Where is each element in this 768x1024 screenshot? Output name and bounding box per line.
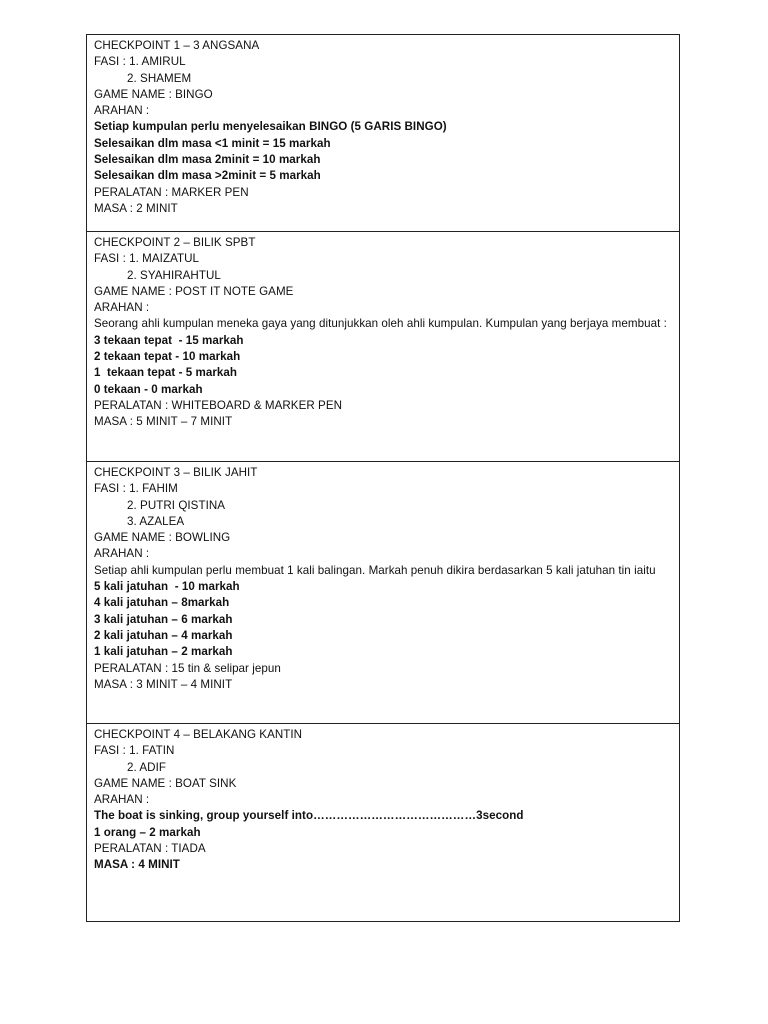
- scoring-line: Selesaikan dlm masa 2minit = 10 markah: [94, 153, 321, 167]
- scoring-line: 3 tekaan tepat - 15 markah: [94, 333, 244, 347]
- scoring-line: Selesaikan dlm masa <1 minit = 15 markah: [94, 136, 331, 150]
- facilitator-line: 3. AZALEA: [127, 514, 185, 528]
- checkpoint-4-cell: [87, 724, 679, 921]
- facilitator-line: FASI : 1. MAIZATUL: [94, 252, 200, 266]
- checkpoint-table: [86, 34, 680, 922]
- equipment-line: PERALATAN : TIADA: [94, 842, 206, 856]
- instruction-label: ARAHAN :: [94, 547, 150, 561]
- facilitator-line: FASI : 1. FAHIM: [94, 482, 178, 496]
- duration-line: MASA : 5 MINIT – 7 MINIT: [94, 415, 233, 429]
- facilitator-line: 2. SYAHIRAHTUL: [127, 268, 221, 282]
- checkpoint-2-cell: [87, 232, 679, 462]
- scoring-line: Selesaikan dlm masa >2minit = 5 markah: [94, 169, 321, 183]
- equipment-line: PERALATAN : MARKER PEN: [94, 185, 249, 199]
- facilitator-line: 2. PUTRI QISTINA: [127, 498, 226, 512]
- scoring-line: 1 orang – 2 markah: [94, 825, 201, 839]
- checkpoint-title: CHECKPOINT 4 – BELAKANG KANTIN: [94, 728, 303, 741]
- duration-line: MASA : 3 MINIT – 4 MINIT: [94, 677, 233, 691]
- instruction-label: ARAHAN :: [94, 104, 150, 118]
- game-name: GAME NAME : BINGO: [94, 87, 213, 101]
- instruction-text: Setiap ahli kumpulan perlu membuat 1 kali balingan. Markah penuh dikira berdasarkan 5 kali jatuhan tin iaitu: [94, 563, 656, 577]
- facilitator-line: 2. ADIF: [127, 760, 167, 774]
- equipment-line: PERALATAN : WHITEBOARD & MARKER PEN: [94, 398, 343, 412]
- game-name: GAME NAME : BOWLING: [94, 531, 231, 545]
- instruction-text: Setiap kumpulan perlu menyelesaikan BINGO (5 GARIS BINGO): [94, 120, 447, 134]
- scoring-line: 3 kali jatuhan – 6 markah: [94, 612, 233, 626]
- scoring-line: 1 kali jatuhan – 2 markah: [94, 645, 233, 659]
- checkpoint-title: CHECKPOINT 3 – BILIK JAHIT: [94, 466, 258, 479]
- game-name: GAME NAME : POST IT NOTE GAME: [94, 284, 294, 298]
- checkpoint-1-cell: [87, 35, 679, 232]
- duration-line: MASA : 4 MINIT: [94, 858, 180, 872]
- instruction-label: ARAHAN :: [94, 793, 150, 807]
- facilitator-line: FASI : 1. AMIRUL: [94, 55, 186, 69]
- game-name: GAME NAME : BOAT SINK: [94, 776, 237, 790]
- instruction-text: Seorang ahli kumpulan meneka gaya yang ditunjukkan oleh ahli kumpulan. Kumpulan yang berjaya membuat :: [94, 317, 667, 331]
- duration-line: MASA : 2 MINIT: [94, 201, 178, 215]
- scoring-line: 4 kali jatuhan – 8markah: [94, 596, 230, 610]
- checkpoint-title: CHECKPOINT 1 – 3 ANGSANA: [94, 39, 260, 52]
- facilitator-line: 2. SHAMEM: [127, 71, 192, 85]
- facilitator-line: FASI : 1. FATIN: [94, 744, 175, 758]
- checkpoint-title: CHECKPOINT 2 – BILIK SPBT: [94, 236, 256, 249]
- scoring-line: 1 tekaan tepat - 5 markah: [94, 366, 238, 380]
- scoring-line: 2 tekaan tepat - 10 markah: [94, 350, 241, 364]
- instruction-label: ARAHAN :: [94, 301, 150, 315]
- instruction-text: The boat is sinking, group yourself into……………………………………3second: [94, 809, 524, 823]
- scoring-line: 2 kali jatuhan – 4 markah: [94, 628, 233, 642]
- scoring-line: 5 kali jatuhan - 10 markah: [94, 580, 240, 594]
- scoring-line: 0 tekaan - 0 markah: [94, 382, 203, 396]
- checkpoint-3-cell: [87, 462, 679, 724]
- equipment-line: PERALATAN : 15 tin & selipar jepun: [94, 661, 281, 675]
